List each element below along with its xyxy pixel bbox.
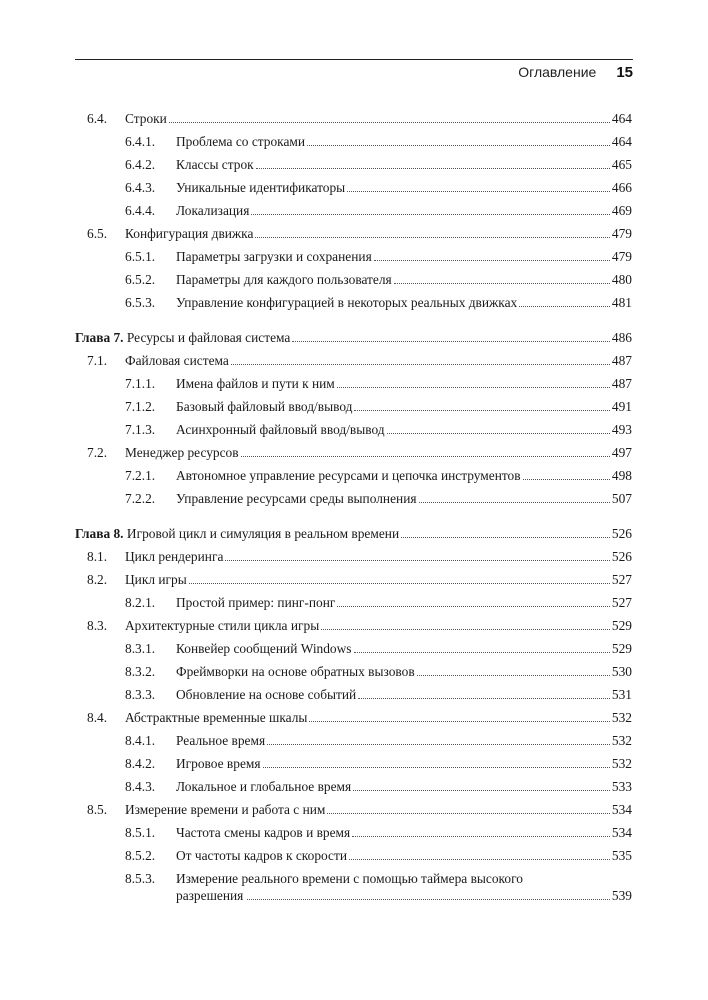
toc-entry-title: Абстрактные временные шкалы	[125, 710, 308, 725]
toc-entry-page: 533	[611, 779, 632, 794]
toc-entry-page: 480	[611, 272, 632, 287]
toc-chapter-entry[interactable]	[75, 525, 632, 542]
toc-entry-page: 464	[611, 134, 632, 149]
toc-entry-number: 7.2.2.	[125, 491, 156, 506]
toc-entry-number: 6.4.1.	[125, 134, 156, 149]
toc-chapter-title-text: Игровой цикл и симуляция в реальном времени	[126, 526, 400, 541]
toc-entry-title: Локализация	[176, 203, 250, 218]
toc-entry-title: Частота смены кадров и время	[176, 825, 351, 840]
toc-entry-page: 535	[611, 848, 632, 863]
toc-entry[interactable]	[125, 732, 632, 749]
toc-entry-title: Имена файлов и пути к ним	[176, 376, 335, 391]
toc-entry[interactable]	[87, 571, 632, 588]
toc-entry-title: Цикл рендеринга	[125, 549, 224, 564]
dot-leader	[337, 605, 610, 607]
toc-entry-page: 531	[611, 687, 632, 702]
toc-entry[interactable]	[87, 709, 632, 726]
toc-entry-title: Обновление на основе событий	[176, 687, 357, 702]
toc-entry-title: Классы строк	[176, 157, 254, 172]
toc-entry-number: 8.3.3.	[125, 687, 156, 702]
dot-leader	[349, 858, 610, 860]
toc-entry[interactable]	[125, 271, 632, 288]
toc-entry-number: 7.2.	[87, 445, 108, 460]
toc-entry-title: Проблема со строками	[176, 134, 306, 149]
header-rule	[75, 59, 633, 60]
toc-entry-page: 526	[611, 549, 632, 564]
dot-leader	[225, 559, 610, 561]
toc-entry-number: 6.5.2.	[125, 272, 156, 287]
toc-entry-number: 6.4.4.	[125, 203, 156, 218]
toc-entry[interactable]	[125, 686, 632, 703]
toc-entry-number: 7.2.1.	[125, 468, 156, 483]
toc-entry-page: 498	[611, 468, 632, 483]
toc-entry-number: 8.3.	[87, 618, 108, 633]
toc-entry[interactable]	[87, 617, 632, 634]
toc-entry-title-line2: разрешения	[176, 888, 244, 903]
dot-leader	[292, 340, 610, 342]
toc-entry-number: 8.5.1.	[125, 825, 156, 840]
toc-entry-page: 487	[611, 353, 632, 368]
toc-entry-page: 534	[611, 802, 632, 817]
dot-leader	[251, 213, 610, 215]
dot-leader	[256, 167, 610, 169]
toc-entry-number: 8.4.	[87, 710, 108, 725]
toc-entry-page: 465	[611, 157, 632, 172]
toc-entry-number: 7.1.3.	[125, 422, 156, 437]
toc-entry-number: 8.3.2.	[125, 664, 156, 679]
toc-chapter-number: Глава 7.	[75, 330, 124, 345]
toc-entry-number: 8.5.3.	[125, 871, 156, 886]
dot-leader	[523, 478, 610, 480]
dot-leader	[519, 305, 610, 307]
toc-entry-title: Управление ресурсами среды выполнения	[176, 491, 417, 506]
toc-entry[interactable]	[125, 490, 632, 507]
toc-entry[interactable]	[125, 375, 632, 392]
toc-entry-page: 529	[611, 618, 632, 633]
toc-entry-title: Асинхронный файловый ввод/вывод	[176, 422, 385, 437]
dot-leader	[419, 501, 610, 503]
dot-leader	[354, 651, 610, 653]
dot-leader	[401, 536, 610, 538]
toc-chapter-entry[interactable]	[75, 329, 632, 346]
toc-entry[interactable]	[125, 398, 632, 415]
toc-entry[interactable]	[87, 110, 632, 127]
dot-leader	[417, 674, 610, 676]
toc-entry-title: Фреймворки на основе обратных вызовов	[176, 664, 415, 679]
dot-leader	[263, 766, 610, 768]
toc-entry[interactable]	[125, 663, 632, 680]
dot-leader	[394, 282, 610, 284]
toc-entry-page: 486	[611, 330, 632, 345]
toc-entry-number: 6.4.	[87, 111, 108, 126]
toc-entry-page: 532	[611, 733, 632, 748]
toc-entry-page: 469	[611, 203, 632, 218]
toc-entry[interactable]	[125, 248, 632, 265]
toc-entry[interactable]	[87, 352, 632, 369]
toc-entry[interactable]	[87, 548, 632, 565]
toc-entry-number: 6.4.3.	[125, 180, 156, 195]
toc-entry-title: Измерение времени и работа с ним	[125, 802, 326, 817]
dot-leader	[374, 259, 610, 261]
dot-leader	[169, 121, 610, 123]
toc-entry[interactable]	[125, 294, 632, 311]
toc-entry-page: 466	[611, 180, 632, 195]
toc-entry-page: 534	[611, 825, 632, 840]
toc-entry-number: 8.4.3.	[125, 779, 156, 794]
toc-entry[interactable]	[87, 225, 632, 242]
toc-entry-number: 8.1.	[87, 549, 108, 564]
dot-leader	[247, 898, 610, 900]
toc-entry-title: Управление конфигурацией в некоторых реальных движках	[176, 295, 518, 310]
toc-entry-title: От частоты кадров к скорости	[176, 848, 348, 863]
toc-entry[interactable]	[87, 444, 632, 461]
dot-leader	[352, 835, 610, 837]
toc-entry-number: 6.5.1.	[125, 249, 156, 264]
toc-entry-page: 491	[611, 399, 632, 414]
toc-entry-page: 464	[611, 111, 632, 126]
dot-leader	[354, 409, 609, 411]
toc-chapter-title	[75, 329, 290, 346]
toc-entry-title: Локальное и глобальное время	[176, 779, 352, 794]
toc-entry[interactable]	[125, 594, 632, 611]
toc-entry-title: Игровое время	[176, 756, 261, 771]
dot-leader	[327, 812, 610, 814]
toc-entry[interactable]	[125, 156, 632, 173]
toc-entry-number: 7.1.2.	[125, 399, 156, 414]
toc-entry-page: 527	[611, 572, 632, 587]
toc-entry-number: 8.5.	[87, 802, 108, 817]
toc-entry-page: 493	[611, 422, 632, 437]
toc-entry-page: 532	[611, 710, 632, 725]
toc-entry-title: Автономное управление ресурсами и цепочка инструментов	[176, 468, 521, 483]
toc-entry-number: 8.4.1.	[125, 733, 156, 748]
toc-entry-title: Конфигурация движка	[125, 226, 254, 241]
toc-entry-page: 532	[611, 756, 632, 771]
dot-leader	[353, 789, 610, 791]
toc-entry-page: 481	[611, 295, 632, 310]
toc-entry-page: 487	[611, 376, 632, 391]
toc-entry-page: 529	[611, 641, 632, 656]
toc-entry-title: Реальное время	[176, 733, 266, 748]
running-header	[75, 64, 633, 84]
toc-entry-title: Параметры для каждого пользователя	[176, 272, 392, 287]
dot-leader	[241, 455, 610, 457]
toc-entry[interactable]	[125, 824, 632, 841]
toc-entry[interactable]	[125, 847, 632, 864]
toc-entry-page: 530	[611, 664, 632, 679]
toc-entry-number: 6.5.3.	[125, 295, 156, 310]
toc-entry-number: 8.2.	[87, 572, 108, 587]
toc-entry-page: 526	[611, 526, 632, 541]
toc-entry-page: 507	[611, 491, 632, 506]
toc-entry-title: Параметры загрузки и сохранения	[176, 249, 372, 264]
dot-leader	[337, 386, 610, 388]
toc-entry-title: Простой пример: пинг-понг	[176, 595, 336, 610]
toc-chapter-number: Глава 8.	[75, 526, 124, 541]
toc-entry-title: Базовый файловый ввод/вывод	[176, 399, 353, 414]
toc-entry-number: 6.5.	[87, 226, 108, 241]
toc-entry-title: Строки	[125, 111, 167, 126]
header-title: Оглавление	[518, 64, 597, 80]
toc-entry-title: Архитектурные стили цикла игры	[125, 618, 320, 633]
toc-entry-number: 8.2.1.	[125, 595, 156, 610]
dot-leader	[189, 582, 610, 584]
toc-entry-page: 479	[611, 226, 632, 241]
dot-leader	[387, 432, 610, 434]
toc-entry-page: 479	[611, 249, 632, 264]
toc-entry-number: 7.1.	[87, 353, 108, 368]
toc-entry-multiline[interactable]	[125, 870, 632, 904]
dot-leader	[307, 144, 610, 146]
toc-chapter-title	[75, 525, 399, 542]
toc-entry-number: 8.3.1.	[125, 641, 156, 656]
dot-leader	[358, 697, 610, 699]
toc-entry[interactable]	[125, 755, 632, 772]
toc-entry[interactable]	[87, 801, 632, 818]
toc-entry-number: 8.5.2.	[125, 848, 156, 863]
dot-leader	[231, 363, 610, 365]
header-page-number: 15	[616, 64, 633, 81]
toc-entry-title-line1: Измерение реального времени с помощью таймера высокого	[176, 871, 523, 886]
dot-leader	[309, 720, 610, 722]
toc-entry[interactable]	[125, 179, 632, 196]
dot-leader	[267, 743, 610, 745]
dot-leader	[321, 628, 610, 630]
toc-entry[interactable]	[125, 467, 632, 484]
toc-entry-title: Конвейер сообщений Windows	[176, 641, 352, 656]
toc-entry-number: 8.4.2.	[125, 756, 156, 771]
toc-entry-title: Цикл игры	[125, 572, 187, 587]
dot-leader	[255, 236, 609, 238]
toc-entry-number: 7.1.1.	[125, 376, 156, 391]
toc-entry[interactable]	[125, 421, 632, 438]
toc-entry[interactable]	[125, 640, 632, 657]
dot-leader	[347, 190, 610, 192]
toc-entry-title: Уникальные идентификаторы	[176, 180, 346, 195]
toc-entry[interactable]	[125, 778, 632, 795]
toc-entry-title: Менеджер ресурсов	[125, 445, 239, 460]
toc-entry-title: Файловая система	[125, 353, 229, 368]
toc-entry[interactable]	[125, 133, 632, 150]
toc-entry[interactable]	[125, 202, 632, 219]
toc-entry-page: 497	[611, 445, 632, 460]
toc-chapter-title-text: Ресурсы и файловая система	[126, 330, 291, 345]
toc-entry-number: 6.4.2.	[125, 157, 156, 172]
toc-entry-page: 527	[611, 595, 632, 610]
toc-entry-page: 539	[611, 888, 632, 903]
